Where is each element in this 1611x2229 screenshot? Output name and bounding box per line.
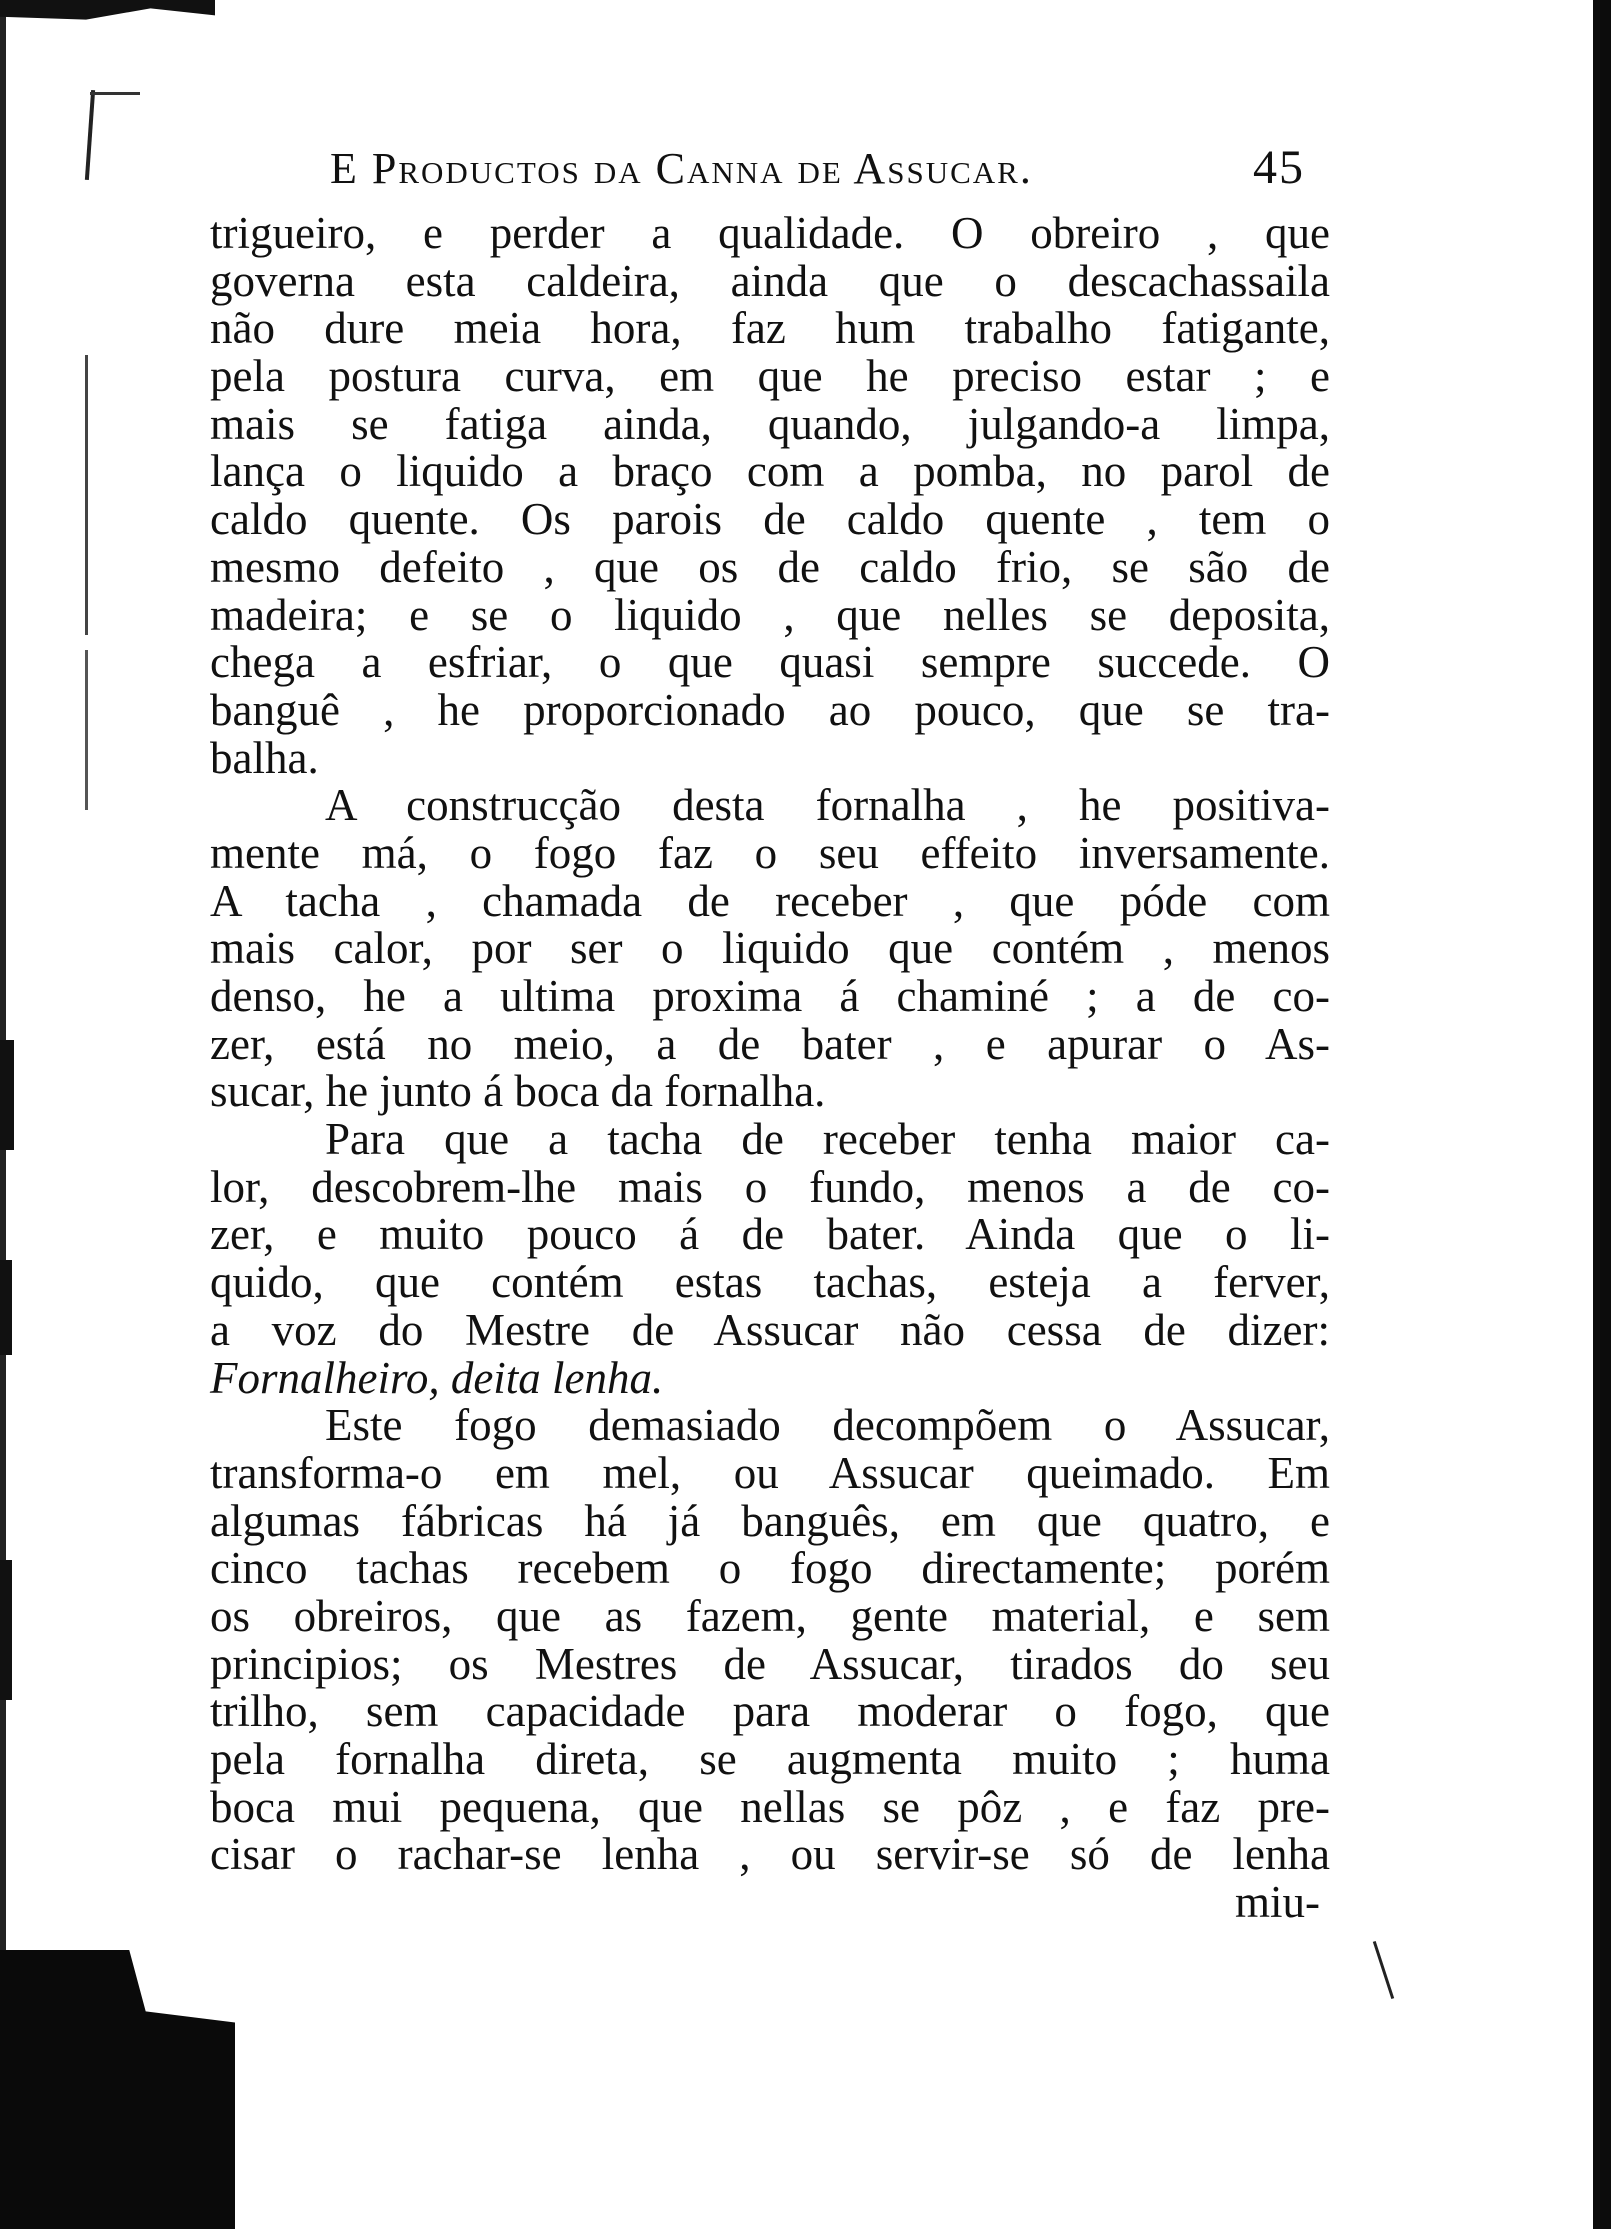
text-line: A construcção desta fornalha , he positiva-	[325, 780, 1330, 831]
scan-spot	[0, 1560, 12, 1700]
page-number: 45	[1253, 141, 1305, 194]
text-line-italic: Fornalheiro, deita lenha.	[210, 1352, 664, 1403]
text-line: mente má, o fogo faz o seu effeito inversamente.	[210, 827, 1330, 878]
text-line: pela fornalha direta, se augmenta muito ; huma	[210, 1734, 1330, 1784]
text-line: zer, está no meio, a de bater , e apurar o As-	[210, 1018, 1330, 1069]
text-line: balha.	[210, 732, 319, 783]
text-line: lor, descobrem-lhe mais o fundo, menos a de co-	[210, 1161, 1330, 1212]
text-line: lança o liquido a braço com a pomba, no parol de	[210, 446, 1330, 497]
text-line: zer, e muito pouco á de bater. Ainda que o li-	[210, 1209, 1330, 1260]
text-line: a voz do Mestre de Assucar não cessa de dizer:	[210, 1304, 1330, 1355]
corner-mark	[85, 90, 95, 180]
text-line: madeira; e se o liquido , que nelles se deposita,	[210, 589, 1330, 640]
text-line: cisar o rachar-se lenha , ou servir-se só de lenha	[210, 1829, 1330, 1880]
text-line: pela postura curva, em que he preciso estar ; e	[210, 351, 1330, 402]
scan-line	[85, 650, 88, 810]
scan-line	[85, 355, 88, 635]
text-line: principios; os Mestres de Assucar, tirados do seu	[210, 1638, 1330, 1689]
text-line: Este fogo demasiado decompõem o Assucar,	[325, 1400, 1330, 1451]
text-line: boca mui pequena, que nellas se pôz , e faz pre-	[210, 1781, 1330, 1832]
text-line: denso, he a ultima proxima á chaminé ; a de co-	[210, 971, 1330, 1021]
corner-mark-top	[90, 92, 140, 95]
text-line: cinco tachas recebem o fogo directamente; porém	[210, 1543, 1330, 1594]
text-line: algumas fábricas há já banguês, em que quatro, e	[210, 1495, 1330, 1546]
running-head-title: E Productos da Canna de Assucar.	[330, 144, 1033, 193]
text-line: Para que a tacha de receber tenha maior ca-	[325, 1114, 1330, 1165]
scan-edge-right	[1593, 0, 1611, 2229]
scan-edge-top	[0, 0, 215, 28]
text-line: mais se fatiga ainda, quando, julgando-a limpa,	[210, 398, 1330, 449]
text-line: governa esta caldeira, ainda que o descachassaila	[210, 255, 1330, 306]
text-line: trigueiro, e perder a qualidade. O obreiro , que	[210, 208, 1330, 258]
running-head	[210, 140, 1330, 202]
text-line: os obreiros, que as fazem, gente material, e sem	[210, 1590, 1330, 1641]
text-line: transforma-o em mel, ou Assucar queimado. Em	[210, 1447, 1330, 1498]
text-line: sucar, he junto á boca da fornalha.	[210, 1066, 826, 1117]
text-line: mais calor, por ser o liquido que contém , menos	[210, 923, 1330, 974]
text-line: mesmo defeito , que os de caldo frio, se são de	[210, 541, 1330, 592]
scan-spot	[0, 1040, 14, 1150]
text-line: chega a esfriar, o que quasi sempre succede. O	[210, 637, 1330, 688]
text-line: banguê , he proporcionado ao pouco, que se tra-	[210, 684, 1330, 735]
book-page	[210, 140, 1330, 1927]
text-line: A tacha , chamada de receber , que póde com	[210, 875, 1330, 926]
body-text	[210, 210, 1330, 1927]
text-line: não dure meia hora, faz hum trabalho fatigante,	[210, 303, 1330, 354]
scan-edge-bottom-left	[0, 1950, 235, 2229]
text-line: trilho, sem capacidade para moderar o fogo, que	[210, 1686, 1330, 1737]
scan-mark	[1373, 1941, 1394, 1999]
text-line: quido, que contém estas tachas, esteja a ferver,	[210, 1257, 1330, 1308]
text-line: caldo quente. Os parois de caldo quente , tem o	[210, 494, 1330, 545]
catchword: miu-	[1235, 1877, 1320, 1928]
scan-spot	[0, 1260, 12, 1355]
